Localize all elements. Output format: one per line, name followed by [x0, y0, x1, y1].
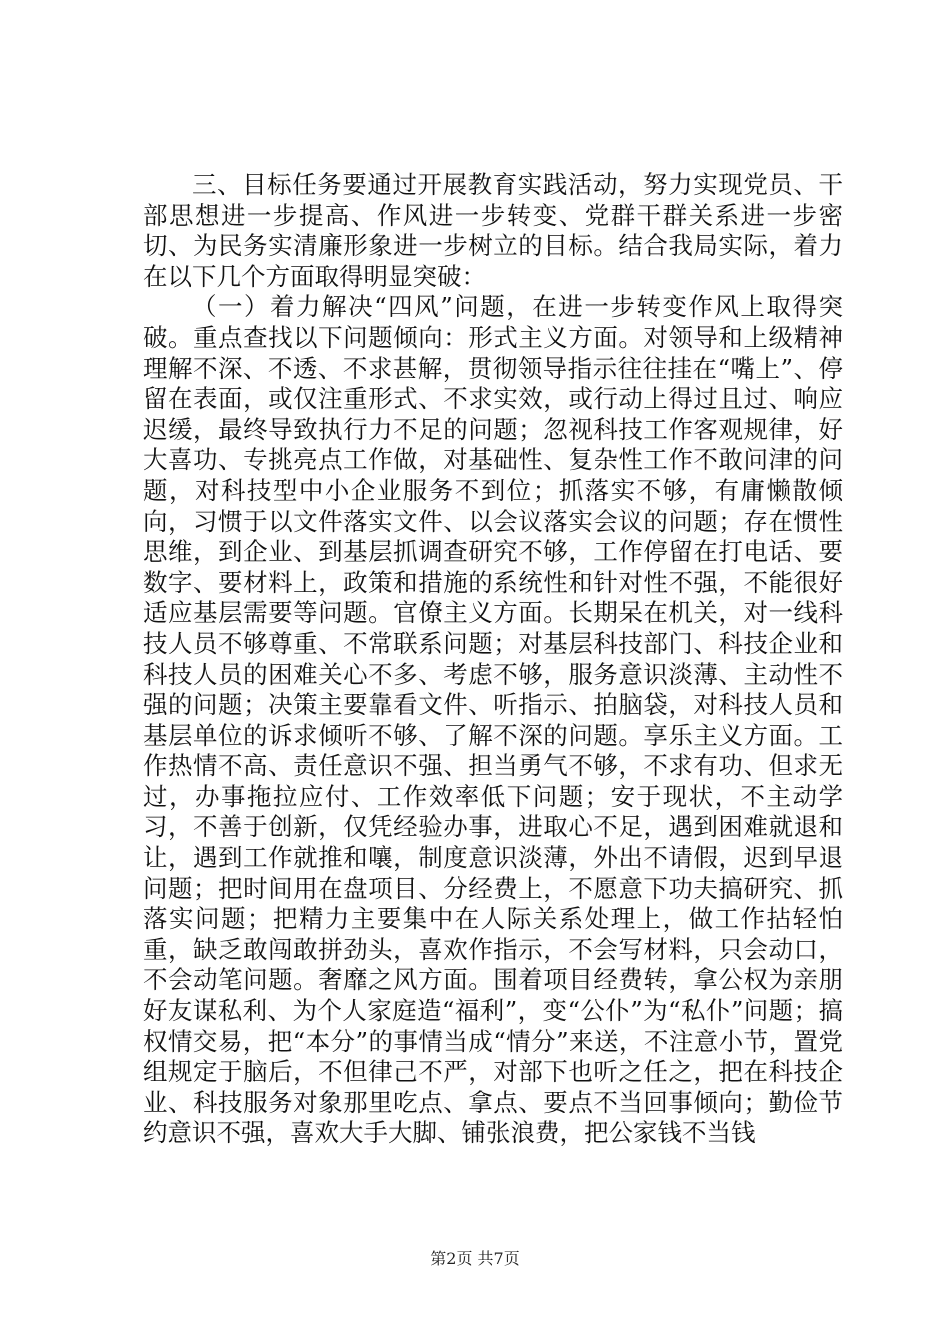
- paragraph-goals: 三、目标任务要通过开展教育实践活动，努力实现党员、干部思想进一步提高、作风进一步转变、党群干群关系进一步密切、为民务实清廉形象进一步树立的目标。结合我局实际，着力在以下几个方面取得明显突破：: [143, 170, 843, 291]
- page-footer: 第2页 共7页: [430, 1249, 520, 1268]
- paragraph-four-winds: （一）着力解决“四风”问题，在进一步转变作风上取得突破。重点查找以下问题倾向：形式主义方面。对领导和上级精神理解不深、不透、不求甚解，贯彻领导指示往往挂在“嘴上”、停留在表面，或仅注重形式、不求实效，或行动上得过且过、响应迟缓，最终导致执行力不足的问题；忽视科技工作客观规律，好大喜功、专挑亮点工作做，对基础性、复杂性工作不敢问津的问题，对科技型中小企业服务不到位；抓落实不够，有庸懒散倾向，习惯于以文件落实文件、以会议落实会议的问题；存在惯性思维，到企业、到基层抓调查研究不够，工作停留在打电话、要数字、要材料上，政策和措施的系统性和针对性不强，不能很好适应基层需要等问题。官僚主义方面。长期呆在机关，对一线科技人员不够尊重、不常联系问题；对基层科技部门、科技企业和科技人员的困难关心不多、考虑不够，服务意识淡薄、主动性不强的问题；决策主要靠看文件、听指示、拍脑袋，对科技人员和基层单位的诉求倾听不够、了解不深的问题。享乐主义方面。工作热情不高、责任意识不强、担当勇气不够，不求有功、但求无过，办事拖拉应付、工作效率低下问题；安于现状，不主动学习，不善于创新，仅凭经验办事，进取心不足，遇到困难就退和让，遇到工作就推和嚷，制度意识淡薄，外出不请假，迟到早退问题；把时间用在盘项目、分经费上，不愿意下功夫搞研究、抓落实问题；把精力主要集中在人际关系处理上，做工作拈轻怕重，缺乏敢闯敢拼劲头，喜欢作指示，不会写材料，只会动口，不会动笔问题。奢靡之风方面。围着项目经费转，拿公权为亲朋好友谋私利、为个人家庭造“福利”，变“公仆”为“私仆”问题；搞权情交易，把“本分”的事情当成“情分”来送，不注意小节，置党组规定于脑后，不但律己不严，对部下也听之任之，把在科技企业、科技服务对象那里吃点、拿点、要点不当回事倾向；勤俭节约意识不强，喜欢大手大脚、铺张浪费，把公家钱不当钱: [143, 292, 843, 1148]
- document-body: [143, 170, 843, 1149]
